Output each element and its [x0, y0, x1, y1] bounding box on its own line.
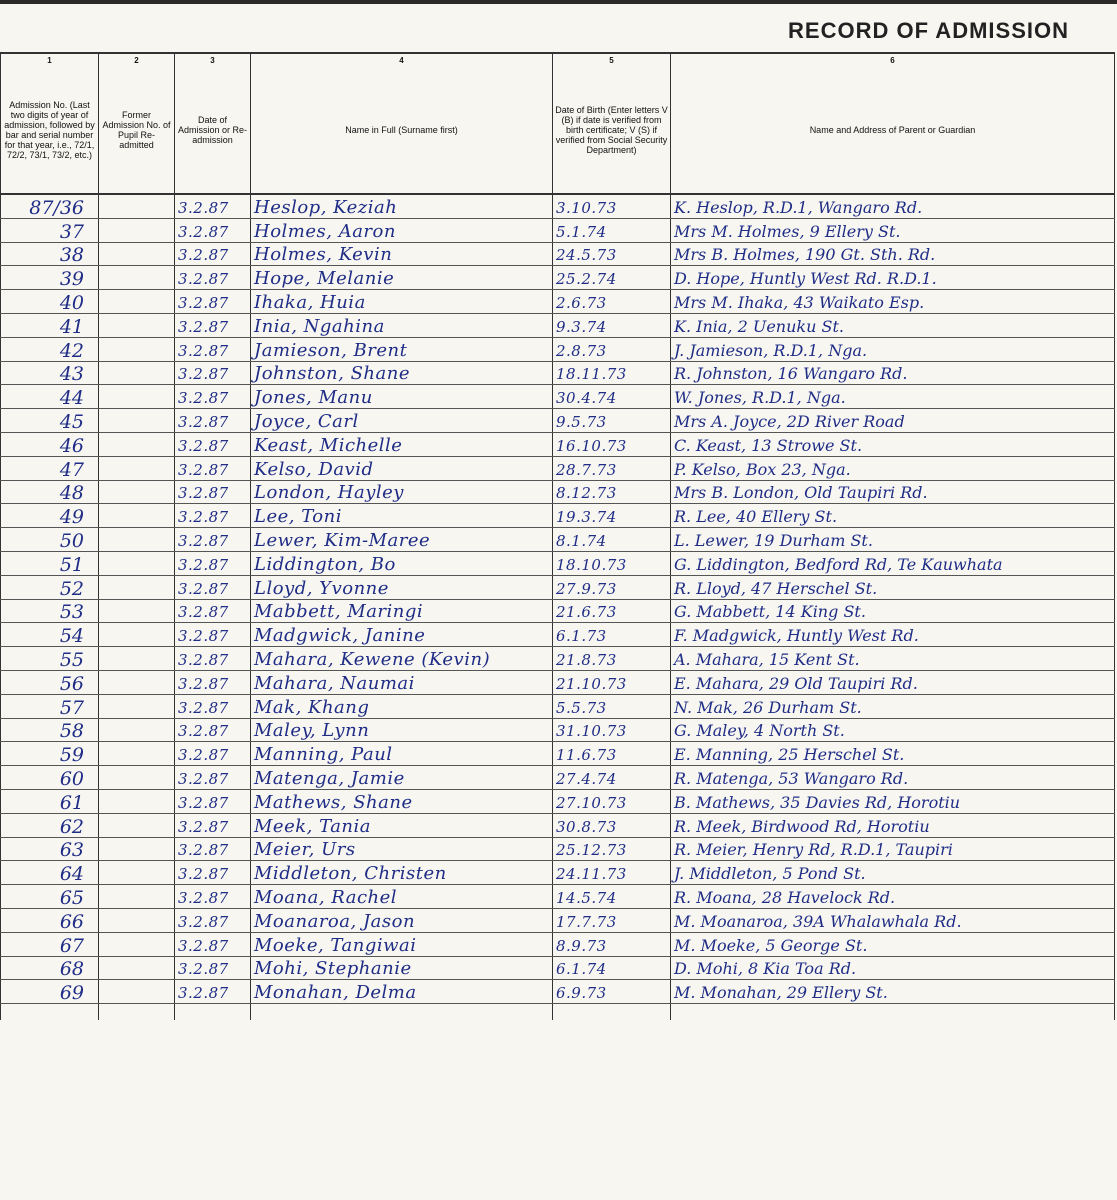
- date-of-birth-cell: 14.5.74: [553, 885, 671, 909]
- pupil-name-cell: Monahan, Delma: [251, 980, 553, 1004]
- column-number: 5: [553, 53, 671, 67]
- table-row: [1, 337, 1115, 361]
- admission-number-cell: 39: [1, 266, 99, 290]
- date-of-birth-cell: 9.5.73: [553, 409, 671, 433]
- column-number: 2: [99, 53, 175, 67]
- admission-number-cell: 45: [1, 409, 99, 433]
- admission-number-cell: 51: [1, 551, 99, 575]
- date-of-birth-cell: 27.10.73: [553, 789, 671, 813]
- former-admission-cell: [99, 432, 175, 456]
- table-row: [1, 647, 1115, 671]
- parent-guardian-cell: A. Mahara, 15 Kent St.: [671, 647, 1115, 671]
- table-row: [1, 504, 1115, 528]
- table-row: [1, 290, 1115, 314]
- admission-number-cell: 87/36: [1, 194, 99, 218]
- admission-number-cell: 61: [1, 789, 99, 813]
- admission-date-cell: 3.2.87: [175, 647, 251, 671]
- column-header-former-admission-no: Former Admission No. of Pupil Re-admitted: [99, 67, 175, 194]
- table-row: [1, 242, 1115, 266]
- parent-guardian-cell: W. Jones, R.D.1, Nga.: [671, 385, 1115, 409]
- pupil-name-cell: Jones, Manu: [251, 385, 553, 409]
- former-admission-cell: [99, 266, 175, 290]
- parent-guardian-cell: G. Maley, 4 North St.: [671, 718, 1115, 742]
- date-of-birth-cell: 21.8.73: [553, 647, 671, 671]
- admission-number-cell: 44: [1, 385, 99, 409]
- pupil-name-cell: Matenga, Jamie: [251, 766, 553, 790]
- table-row: [1, 670, 1115, 694]
- parent-guardian-cell: R. Meier, Henry Rd, R.D.1, Taupiri: [671, 837, 1115, 861]
- empty-cell: [553, 1004, 671, 1021]
- former-admission-cell: [99, 956, 175, 980]
- former-admission-cell: [99, 194, 175, 218]
- table-row: [1, 480, 1115, 504]
- parent-guardian-cell: P. Kelso, Box 23, Nga.: [671, 456, 1115, 480]
- admission-number-cell: 52: [1, 575, 99, 599]
- former-admission-cell: [99, 670, 175, 694]
- admission-number-cell: 37: [1, 218, 99, 242]
- former-admission-cell: [99, 861, 175, 885]
- admission-date-cell: 3.2.87: [175, 313, 251, 337]
- pupil-name-cell: Mahara, Kewene (Kevin): [251, 647, 553, 671]
- column-header-admission-no: Admission No. (Last two digits of year of admission, followed by bar and serial number for that year, i.e., 72/1, 72/2, 73/1, 73/2, etc.): [1, 67, 99, 194]
- admission-date-cell: 3.2.87: [175, 242, 251, 266]
- admission-number-cell: 62: [1, 813, 99, 837]
- admission-number-cell: 59: [1, 742, 99, 766]
- table-row: [1, 266, 1115, 290]
- column-number: 3: [175, 53, 251, 67]
- former-admission-cell: [99, 313, 175, 337]
- pupil-name-cell: Mathews, Shane: [251, 789, 553, 813]
- table-row: [1, 885, 1115, 909]
- parent-guardian-cell: Mrs M. Ihaka, 43 Waikato Esp.: [671, 290, 1115, 314]
- admission-date-cell: 3.2.87: [175, 718, 251, 742]
- former-admission-cell: [99, 647, 175, 671]
- column-header-parent-guardian: Name and Address of Parent or Guardian: [671, 67, 1115, 194]
- pupil-name-cell: Meek, Tania: [251, 813, 553, 837]
- admission-date-cell: 3.2.87: [175, 742, 251, 766]
- date-of-birth-cell: 28.7.73: [553, 456, 671, 480]
- admission-number-cell: 49: [1, 504, 99, 528]
- parent-guardian-cell: M. Monahan, 29 Ellery St.: [671, 980, 1115, 1004]
- admission-number-cell: 42: [1, 337, 99, 361]
- former-admission-cell: [99, 456, 175, 480]
- former-admission-cell: [99, 885, 175, 909]
- admission-date-cell: 3.2.87: [175, 908, 251, 932]
- pupil-name-cell: Ihaka, Huia: [251, 290, 553, 314]
- admission-date-cell: 3.2.87: [175, 551, 251, 575]
- admission-number-cell: 64: [1, 861, 99, 885]
- date-of-birth-cell: 8.12.73: [553, 480, 671, 504]
- parent-guardian-cell: G. Liddington, Bedford Rd, Te Kauwhata: [671, 551, 1115, 575]
- former-admission-cell: [99, 361, 175, 385]
- date-of-birth-cell: 24.5.73: [553, 242, 671, 266]
- admission-date-cell: 3.2.87: [175, 670, 251, 694]
- parent-guardian-cell: Mrs A. Joyce, 2D River Road: [671, 409, 1115, 433]
- top-rule: [0, 0, 1117, 4]
- table-row: [1, 575, 1115, 599]
- pupil-name-cell: Lewer, Kim-Maree: [251, 528, 553, 552]
- former-admission-cell: [99, 480, 175, 504]
- former-admission-cell: [99, 409, 175, 433]
- table-row: [1, 766, 1115, 790]
- admission-date-cell: 3.2.87: [175, 575, 251, 599]
- date-of-birth-cell: 3.10.73: [553, 194, 671, 218]
- date-of-birth-cell: 9.3.74: [553, 313, 671, 337]
- pupil-name-cell: Moana, Rachel: [251, 885, 553, 909]
- column-number: 6: [671, 53, 1115, 67]
- admission-date-cell: 3.2.87: [175, 528, 251, 552]
- pupil-name-cell: Joyce, Carl: [251, 409, 553, 433]
- parent-guardian-cell: M. Moeke, 5 George St.: [671, 932, 1115, 956]
- date-of-birth-cell: 11.6.73: [553, 742, 671, 766]
- former-admission-cell: [99, 385, 175, 409]
- parent-guardian-cell: G. Mabbett, 14 King St.: [671, 599, 1115, 623]
- admission-number-cell: 54: [1, 623, 99, 647]
- admission-date-cell: 3.2.87: [175, 218, 251, 242]
- admission-number-cell: 41: [1, 313, 99, 337]
- table-row: [1, 385, 1115, 409]
- admission-date-cell: 3.2.87: [175, 266, 251, 290]
- pupil-name-cell: Hope, Melanie: [251, 266, 553, 290]
- date-of-birth-cell: 31.10.73: [553, 718, 671, 742]
- admission-number-cell: 69: [1, 980, 99, 1004]
- date-of-birth-cell: 16.10.73: [553, 432, 671, 456]
- empty-cell: [99, 1004, 175, 1021]
- empty-cell: [671, 1004, 1115, 1021]
- table-row: [1, 194, 1115, 218]
- former-admission-cell: [99, 528, 175, 552]
- column-header-name-in-full: Name in Full (Surname first): [251, 67, 553, 194]
- parent-guardian-cell: N. Mak, 26 Durham St.: [671, 694, 1115, 718]
- date-of-birth-cell: 8.9.73: [553, 932, 671, 956]
- former-admission-cell: [99, 337, 175, 361]
- date-of-birth-cell: 24.11.73: [553, 861, 671, 885]
- date-of-birth-cell: 18.10.73: [553, 551, 671, 575]
- parent-guardian-cell: R. Matenga, 53 Wangaro Rd.: [671, 766, 1115, 790]
- date-of-birth-cell: 2.8.73: [553, 337, 671, 361]
- pupil-name-cell: Mohi, Stephanie: [251, 956, 553, 980]
- admission-date-cell: 3.2.87: [175, 885, 251, 909]
- parent-guardian-cell: D. Hope, Huntly West Rd. R.D.1.: [671, 266, 1115, 290]
- date-of-birth-cell: 17.7.73: [553, 908, 671, 932]
- admission-date-cell: 3.2.87: [175, 194, 251, 218]
- table-row: [1, 528, 1115, 552]
- column-header-date-of-admission: Date of Admission or Re-admission: [175, 67, 251, 194]
- former-admission-cell: [99, 766, 175, 790]
- pupil-name-cell: Johnston, Shane: [251, 361, 553, 385]
- table-row: [1, 813, 1115, 837]
- parent-guardian-cell: K. Inia, 2 Uenuku St.: [671, 313, 1115, 337]
- admission-date-cell: 3.2.87: [175, 861, 251, 885]
- parent-guardian-cell: Mrs M. Holmes, 9 Ellery St.: [671, 218, 1115, 242]
- table-row: [1, 432, 1115, 456]
- pupil-name-cell: Moanaroa, Jason: [251, 908, 553, 932]
- pupil-name-cell: Holmes, Kevin: [251, 242, 553, 266]
- pupil-name-cell: Moeke, Tangiwai: [251, 932, 553, 956]
- admission-number-cell: 48: [1, 480, 99, 504]
- former-admission-cell: [99, 504, 175, 528]
- former-admission-cell: [99, 789, 175, 813]
- pupil-name-cell: Keast, Michelle: [251, 432, 553, 456]
- table-row: [1, 742, 1115, 766]
- parent-guardian-cell: R. Lloyd, 47 Herschel St.: [671, 575, 1115, 599]
- table-row: [1, 623, 1115, 647]
- date-of-birth-cell: 19.3.74: [553, 504, 671, 528]
- admission-number-cell: 65: [1, 885, 99, 909]
- pupil-name-cell: London, Hayley: [251, 480, 553, 504]
- admission-number-cell: 60: [1, 766, 99, 790]
- admission-number-cell: 68: [1, 956, 99, 980]
- parent-guardian-cell: R. Johnston, 16 Wangaro Rd.: [671, 361, 1115, 385]
- admission-number-cell: 38: [1, 242, 99, 266]
- pupil-name-cell: Kelso, David: [251, 456, 553, 480]
- admission-date-cell: 3.2.87: [175, 432, 251, 456]
- admission-date-cell: 3.2.87: [175, 361, 251, 385]
- admission-number-cell: 53: [1, 599, 99, 623]
- former-admission-cell: [99, 623, 175, 647]
- pupil-name-cell: Inia, Ngahina: [251, 313, 553, 337]
- parent-guardian-cell: Mrs B. Holmes, 190 Gt. Sth. Rd.: [671, 242, 1115, 266]
- pupil-name-cell: Middleton, Christen: [251, 861, 553, 885]
- admission-number-cell: 50: [1, 528, 99, 552]
- column-number: 4: [251, 53, 553, 67]
- former-admission-cell: [99, 742, 175, 766]
- date-of-birth-cell: 27.9.73: [553, 575, 671, 599]
- admission-number-cell: 56: [1, 670, 99, 694]
- admission-date-cell: 3.2.87: [175, 337, 251, 361]
- column-number: 1: [1, 53, 99, 67]
- parent-guardian-cell: J. Middleton, 5 Pond St.: [671, 861, 1115, 885]
- table-row: [1, 932, 1115, 956]
- date-of-birth-cell: 21.6.73: [553, 599, 671, 623]
- table-row: [1, 456, 1115, 480]
- date-of-birth-cell: 27.4.74: [553, 766, 671, 790]
- former-admission-cell: [99, 694, 175, 718]
- date-of-birth-cell: 18.11.73: [553, 361, 671, 385]
- parent-guardian-cell: R. Lee, 40 Ellery St.: [671, 504, 1115, 528]
- table-row: [1, 789, 1115, 813]
- admission-number-cell: 46: [1, 432, 99, 456]
- table-row: [1, 956, 1115, 980]
- former-admission-cell: [99, 813, 175, 837]
- admission-register-table: [0, 52, 1115, 1020]
- table-row: [1, 409, 1115, 433]
- admission-date-cell: 3.2.87: [175, 409, 251, 433]
- date-of-birth-cell: 25.12.73: [553, 837, 671, 861]
- pupil-name-cell: Lloyd, Yvonne: [251, 575, 553, 599]
- pupil-name-cell: Mak, Khang: [251, 694, 553, 718]
- former-admission-cell: [99, 599, 175, 623]
- empty-cell: [251, 1004, 553, 1021]
- admission-date-cell: 3.2.87: [175, 456, 251, 480]
- parent-guardian-cell: K. Heslop, R.D.1, Wangaro Rd.: [671, 194, 1115, 218]
- parent-guardian-cell: L. Lewer, 19 Durham St.: [671, 528, 1115, 552]
- date-of-birth-cell: 5.1.74: [553, 218, 671, 242]
- parent-guardian-cell: C. Keast, 13 Strowe St.: [671, 432, 1115, 456]
- admission-number-cell: 43: [1, 361, 99, 385]
- parent-guardian-cell: R. Meek, Birdwood Rd, Horotiu: [671, 813, 1115, 837]
- pupil-name-cell: Madgwick, Janine: [251, 623, 553, 647]
- former-admission-cell: [99, 218, 175, 242]
- admission-date-cell: 3.2.87: [175, 694, 251, 718]
- date-of-birth-cell: 6.1.73: [553, 623, 671, 647]
- admission-date-cell: 3.2.87: [175, 932, 251, 956]
- pupil-name-cell: Lee, Toni: [251, 504, 553, 528]
- admission-date-cell: 3.2.87: [175, 956, 251, 980]
- parent-guardian-cell: J. Jamieson, R.D.1, Nga.: [671, 337, 1115, 361]
- table-row: [1, 837, 1115, 861]
- table-row: [1, 908, 1115, 932]
- admission-date-cell: 3.2.87: [175, 789, 251, 813]
- page-title: RECORD OF ADMISSION: [788, 18, 1069, 43]
- column-header-date-of-birth: Date of Birth (Enter letters V (B) if date is verified from birth certificate; V (S) if verified from Social Security Department): [553, 67, 671, 194]
- date-of-birth-cell: 6.9.73: [553, 980, 671, 1004]
- pupil-name-cell: Maley, Lynn: [251, 718, 553, 742]
- date-of-birth-cell: 8.1.74: [553, 528, 671, 552]
- table-row: [1, 361, 1115, 385]
- empty-cell: [1, 1004, 99, 1021]
- former-admission-cell: [99, 290, 175, 314]
- admission-number-cell: 66: [1, 908, 99, 932]
- table-row: [1, 980, 1115, 1004]
- former-admission-cell: [99, 837, 175, 861]
- parent-guardian-cell: F. Madgwick, Huntly West Rd.: [671, 623, 1115, 647]
- date-of-birth-cell: 30.8.73: [553, 813, 671, 837]
- pupil-name-cell: Jamieson, Brent: [251, 337, 553, 361]
- admission-number-cell: 67: [1, 932, 99, 956]
- date-of-birth-cell: 6.1.74: [553, 956, 671, 980]
- admission-date-cell: 3.2.87: [175, 504, 251, 528]
- parent-guardian-cell: E. Manning, 25 Herschel St.: [671, 742, 1115, 766]
- date-of-birth-cell: 25.2.74: [553, 266, 671, 290]
- parent-guardian-cell: R. Moana, 28 Havelock Rd.: [671, 885, 1115, 909]
- parent-guardian-cell: E. Mahara, 29 Old Taupiri Rd.: [671, 670, 1115, 694]
- pupil-name-cell: Liddington, Bo: [251, 551, 553, 575]
- admission-number-cell: 63: [1, 837, 99, 861]
- table-row: [1, 218, 1115, 242]
- pupil-name-cell: Manning, Paul: [251, 742, 553, 766]
- table-row: [1, 551, 1115, 575]
- parent-guardian-cell: D. Mohi, 8 Kia Toa Rd.: [671, 956, 1115, 980]
- admission-number-cell: 40: [1, 290, 99, 314]
- pupil-name-cell: Mabbett, Maringi: [251, 599, 553, 623]
- pupil-name-cell: Holmes, Aaron: [251, 218, 553, 242]
- register-rows: [1, 194, 1115, 1020]
- admission-number-cell: 57: [1, 694, 99, 718]
- table-row: [1, 599, 1115, 623]
- empty-cell: [175, 1004, 251, 1021]
- former-admission-cell: [99, 980, 175, 1004]
- table-row: [1, 694, 1115, 718]
- admission-date-cell: 3.2.87: [175, 980, 251, 1004]
- admission-date-cell: 3.2.87: [175, 480, 251, 504]
- admission-number-cell: 58: [1, 718, 99, 742]
- admission-date-cell: 3.2.87: [175, 837, 251, 861]
- former-admission-cell: [99, 908, 175, 932]
- former-admission-cell: [99, 575, 175, 599]
- admission-date-cell: 3.2.87: [175, 385, 251, 409]
- former-admission-cell: [99, 242, 175, 266]
- date-of-birth-cell: 21.10.73: [553, 670, 671, 694]
- admission-date-cell: 3.2.87: [175, 623, 251, 647]
- admission-number-cell: 47: [1, 456, 99, 480]
- admission-number-cell: 55: [1, 647, 99, 671]
- admission-date-cell: 3.2.87: [175, 290, 251, 314]
- parent-guardian-cell: B. Mathews, 35 Davies Rd, Horotiu: [671, 789, 1115, 813]
- empty-row: [1, 1004, 1115, 1021]
- table-row: [1, 718, 1115, 742]
- pupil-name-cell: Meier, Urs: [251, 837, 553, 861]
- table-row: [1, 313, 1115, 337]
- pupil-name-cell: Heslop, Keziah: [251, 194, 553, 218]
- date-of-birth-cell: 30.4.74: [553, 385, 671, 409]
- admission-date-cell: 3.2.87: [175, 599, 251, 623]
- date-of-birth-cell: 2.6.73: [553, 290, 671, 314]
- parent-guardian-cell: Mrs B. London, Old Taupiri Rd.: [671, 480, 1115, 504]
- former-admission-cell: [99, 932, 175, 956]
- parent-guardian-cell: M. Moanaroa, 39A Whalawhala Rd.: [671, 908, 1115, 932]
- pupil-name-cell: Mahara, Naumai: [251, 670, 553, 694]
- former-admission-cell: [99, 718, 175, 742]
- table-row: [1, 861, 1115, 885]
- date-of-birth-cell: 5.5.73: [553, 694, 671, 718]
- former-admission-cell: [99, 551, 175, 575]
- admission-date-cell: 3.2.87: [175, 766, 251, 790]
- admission-date-cell: 3.2.87: [175, 813, 251, 837]
